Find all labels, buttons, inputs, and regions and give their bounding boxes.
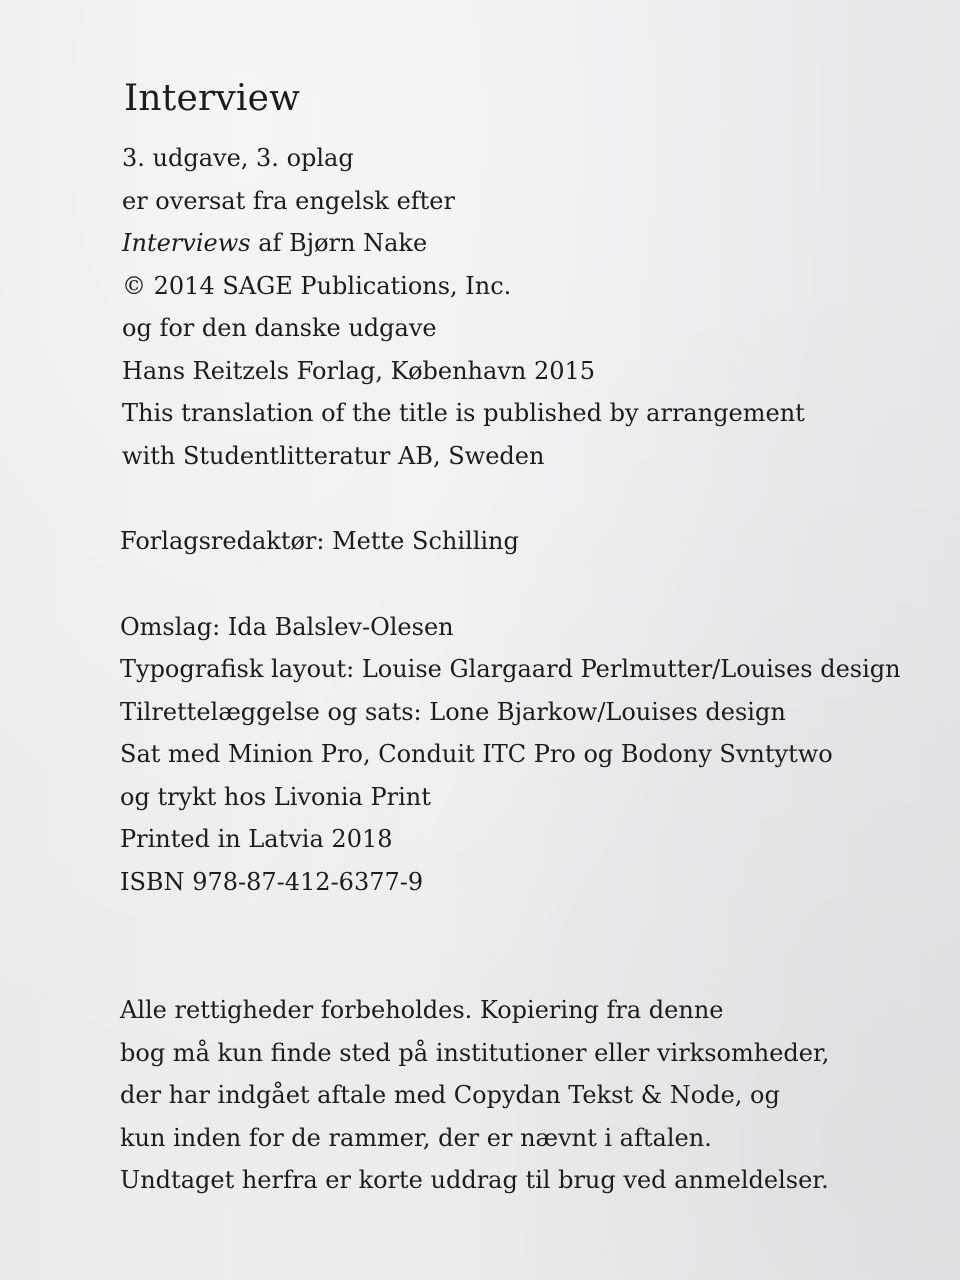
rights-line: bog må kun finde sted på institutioner eller virksomheder, — [120, 1038, 830, 1067]
arrangement-line-2: with Studentlitteratur AB, Sweden — [122, 441, 545, 470]
colophon-content — [120, 78, 920, 1202]
rights-line: Alle rettigheder forbeholdes. Kopiering fra denne — [120, 996, 724, 1024]
original-title-line — [122, 222, 920, 265]
arrangement-line: This translation of the title is published by arrangement — [122, 399, 805, 427]
layout-line: Typografisk layout: Louise Glargaard Perlmutter/Louises design — [120, 655, 901, 683]
copyright-line: © 2014 SAGE Publications, Inc. — [122, 271, 512, 300]
rights-notice — [120, 989, 920, 1202]
editor-line: Forlagsredaktør: Mette Schilling — [120, 527, 519, 555]
isbn-line: ISBN 978-87-412-6377-9 — [120, 867, 424, 896]
book-title: Interview — [124, 78, 301, 119]
editor-info — [120, 520, 920, 563]
edition-line: 3. udgave, 3. oplag — [122, 144, 354, 172]
translation-line: er oversat fra engelsk efter — [122, 186, 455, 215]
rights-line: Undtaget herfra er korte uddrag til brug ved anmeldelser. — [120, 1166, 829, 1194]
rights-line: kun inden for de rammer, der er nævnt i aftalen. — [120, 1123, 712, 1152]
danish-edition-line: og for den danske udgave — [122, 314, 437, 342]
typesetting-line: Tilrettelæggelse og sats: Lone Bjarkow/Louises design — [120, 697, 786, 726]
printed-in-line: Printed in Latvia 2018 — [120, 825, 393, 853]
rights-line: der har indgået aftale med Copydan Tekst & Node, og — [120, 1081, 780, 1109]
publisher-line: Hans Reitzels Forlag, København 2015 — [122, 356, 596, 385]
production-info — [120, 606, 920, 904]
publication-info — [120, 137, 920, 477]
original-author: af Bjørn Nake — [250, 229, 428, 257]
original-title: Interviews — [122, 229, 251, 257]
cover-line: Omslag: Ida Balslev-Olesen — [120, 612, 454, 641]
printer-line: og trykt hos Livonia Print — [120, 782, 431, 811]
fonts-line: Sat med Minion Pro, Conduit ITC Pro og Bodony Svntytwo — [120, 740, 833, 768]
